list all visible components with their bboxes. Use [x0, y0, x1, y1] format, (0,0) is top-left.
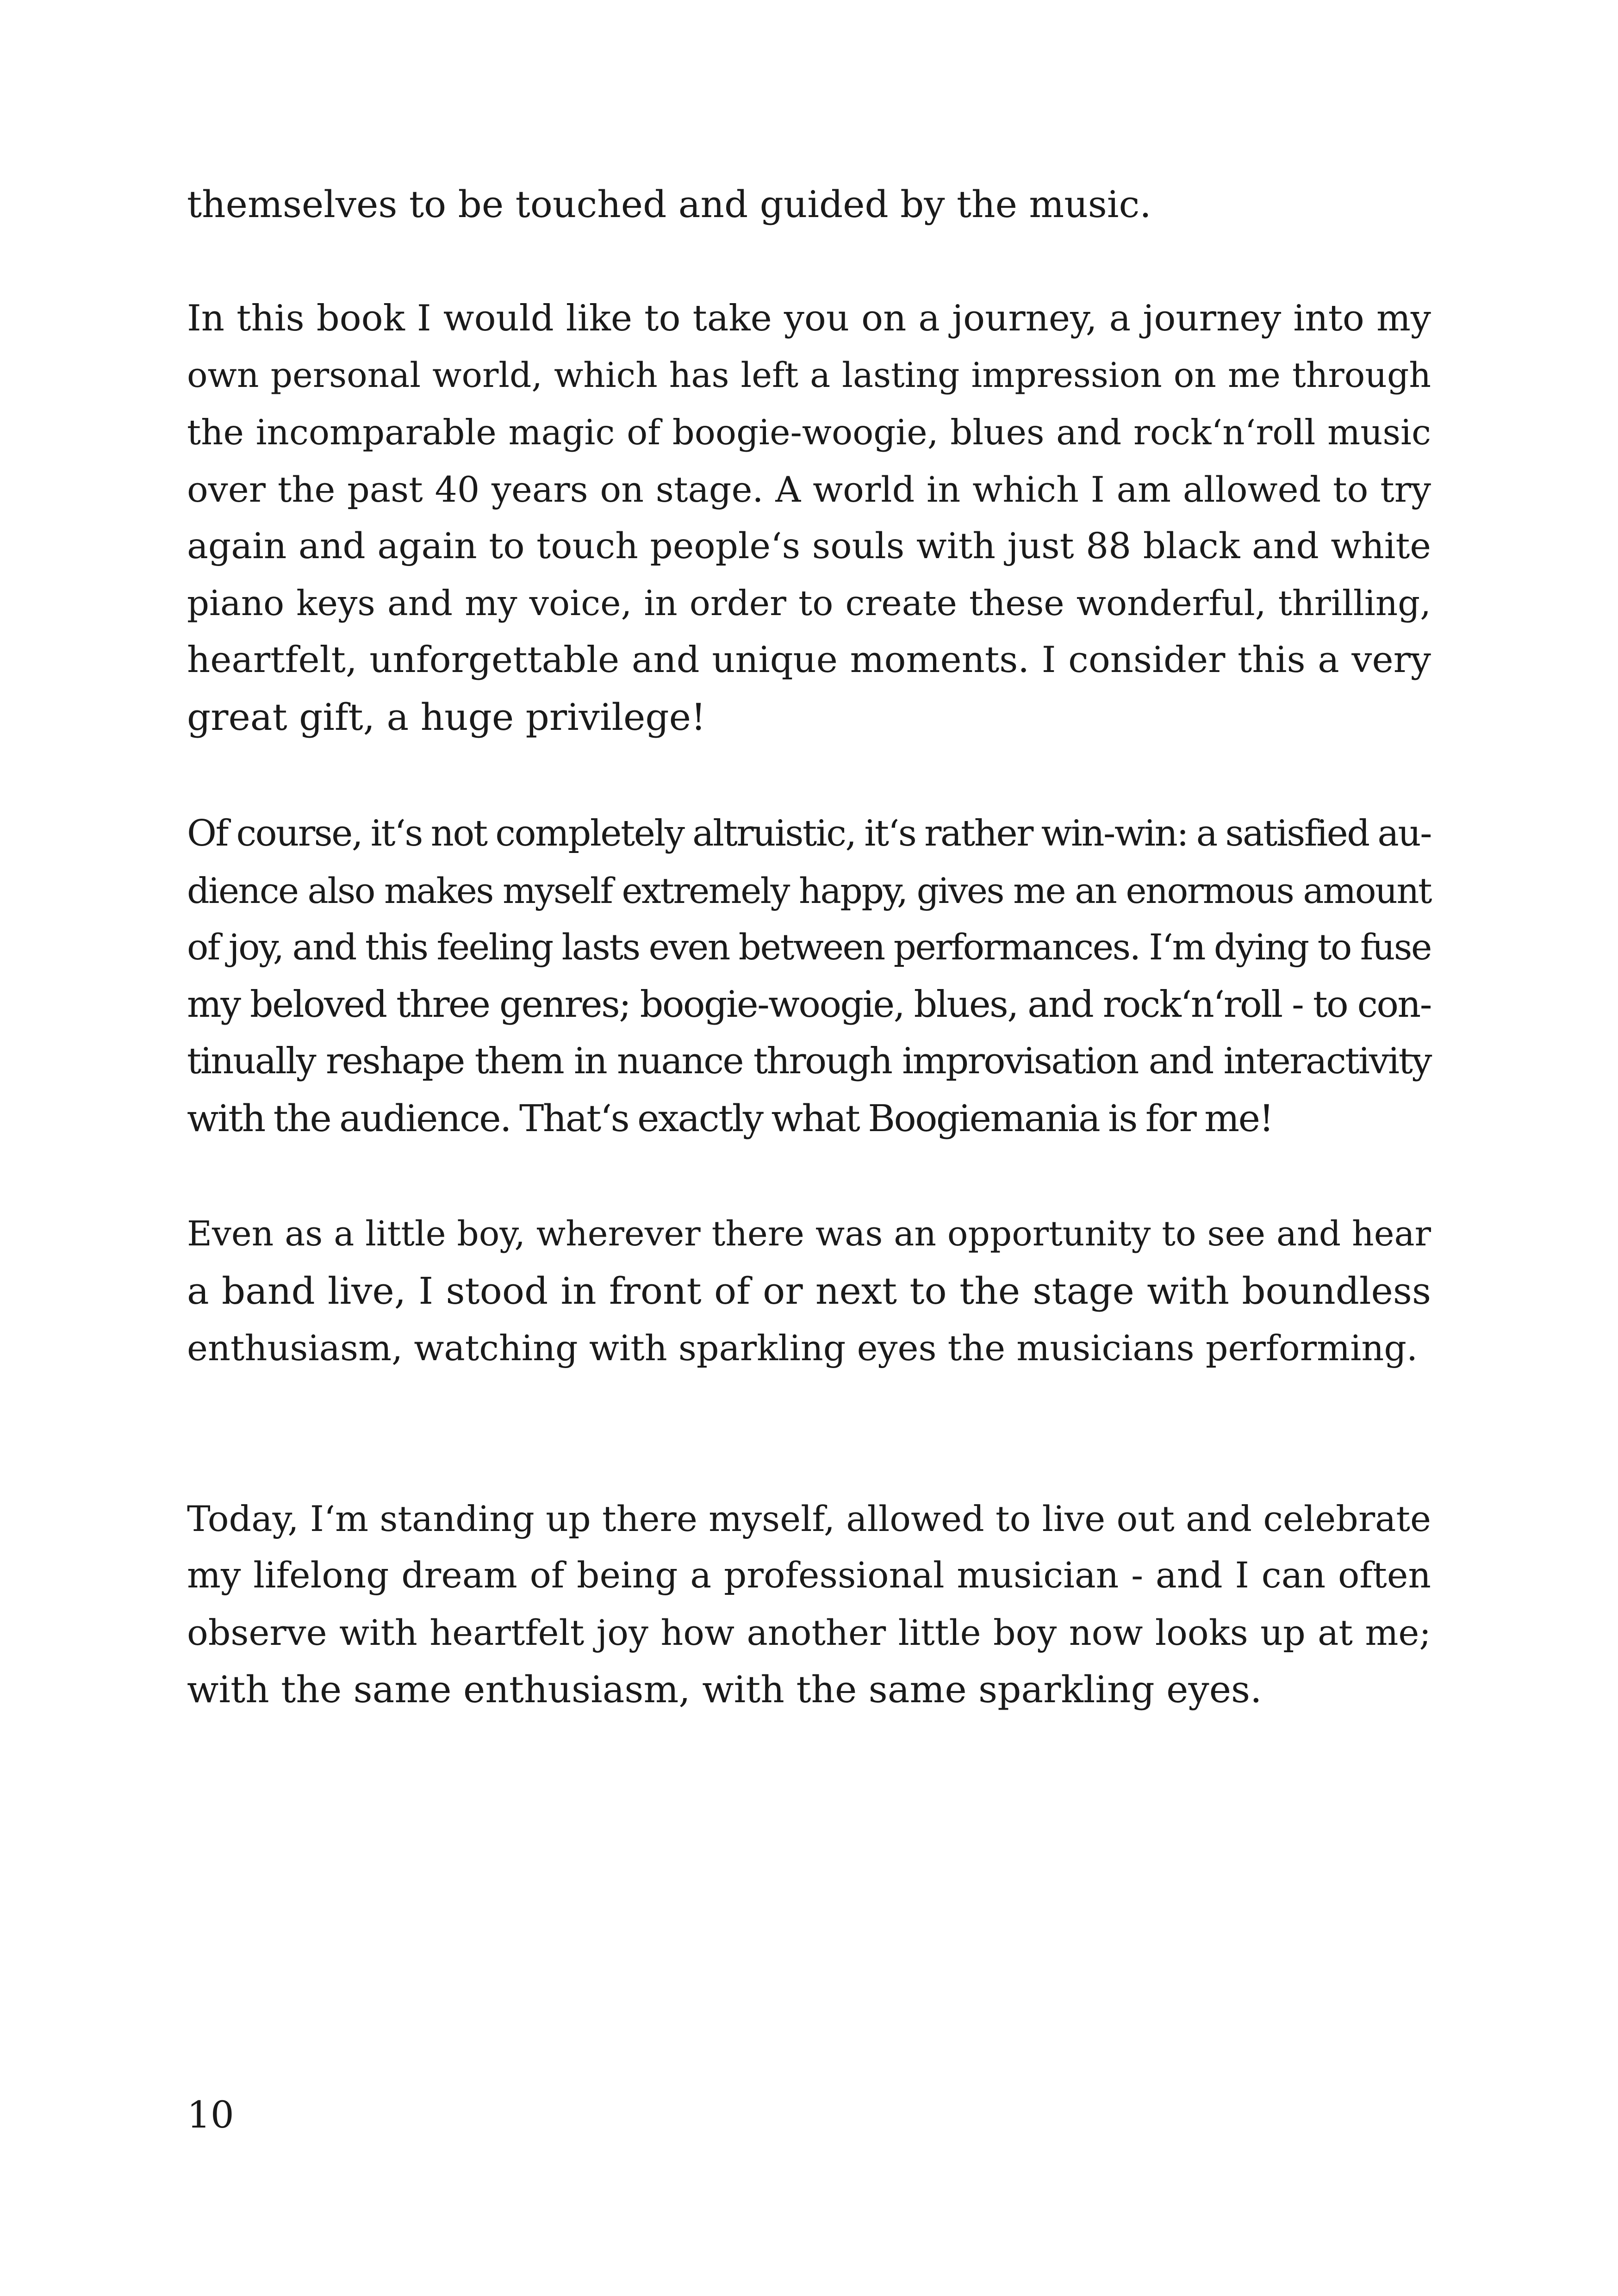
paragraph-line: heartfelt, unforgettable and unique moments. I consider this a very [187, 639, 1431, 681]
paragraph-line: Today, I‘m standing up there myself, allowed to live out and celebrate [187, 1498, 1431, 1539]
paragraph-line: themselves to be touched and guided by the music. [187, 183, 1151, 226]
paragraph-5 [187, 1490, 1431, 1718]
paragraph-line: In this book I would like to take you on a journey, a journey into my [187, 298, 1431, 339]
paragraph-line: tinually reshape them in nuance through improvisation and interactivity [187, 1040, 1431, 1082]
paragraph-line: observe with heartfelt joy how another little boy now looks up at me; [187, 1612, 1431, 1653]
paragraph-line: a band live, I stood in front of or next to the stage with boundless [187, 1269, 1431, 1313]
paragraph-4 [187, 1206, 1431, 1376]
paragraph-line: own personal world, which has left a lasting impression on me through [187, 355, 1431, 395]
paragraph-line: of joy, and this feeling lasts even between performances. I‘m dying to fuse [187, 927, 1431, 968]
paragraph-3 [187, 805, 1431, 1147]
paragraph-line: Of course, it‘s not completely altruistic, it‘s rather win-win: a satisfied au- [187, 813, 1431, 854]
paragraph-2 [187, 290, 1431, 746]
paragraph-line: with the audience. That‘s exactly what Boogiemania is for me! [187, 1097, 1273, 1140]
page-number: 10 [187, 2093, 234, 2136]
paragraph-line: Even as a little boy, wherever there was an opportunity to see and hear [187, 1214, 1431, 1254]
paragraph-line: the incomparable magic of boogie-woogie, blues and rock‘n‘roll music [187, 412, 1431, 453]
paragraph-line: with the same enthusiasm, with the same sparkling eyes. [187, 1668, 1262, 1711]
paragraph-line: great gift, a huge privilege! [187, 696, 706, 739]
paragraph-line: again and again to touch people‘s souls with just 88 black and white [187, 526, 1431, 567]
paragraph-line: dience also makes myself extremely happy, gives me an enormous amount [187, 870, 1431, 911]
paragraph-line: over the past 40 years on stage. A world in which I am allowed to try [187, 469, 1431, 510]
paragraph-line: my beloved three genres; boogie-woogie, blues, and rock‘n‘roll - to con- [187, 983, 1431, 1026]
paragraph-line: piano keys and my voice, in order to create these wonderful, thrilling, [187, 583, 1431, 623]
paragraph-1 [187, 176, 1431, 233]
paragraph-line: enthusiasm, watching with sparkling eyes the musicians performing. [187, 1327, 1418, 1369]
paragraph-line: my lifelong dream of being a professional musician - and I can often [187, 1555, 1431, 1596]
